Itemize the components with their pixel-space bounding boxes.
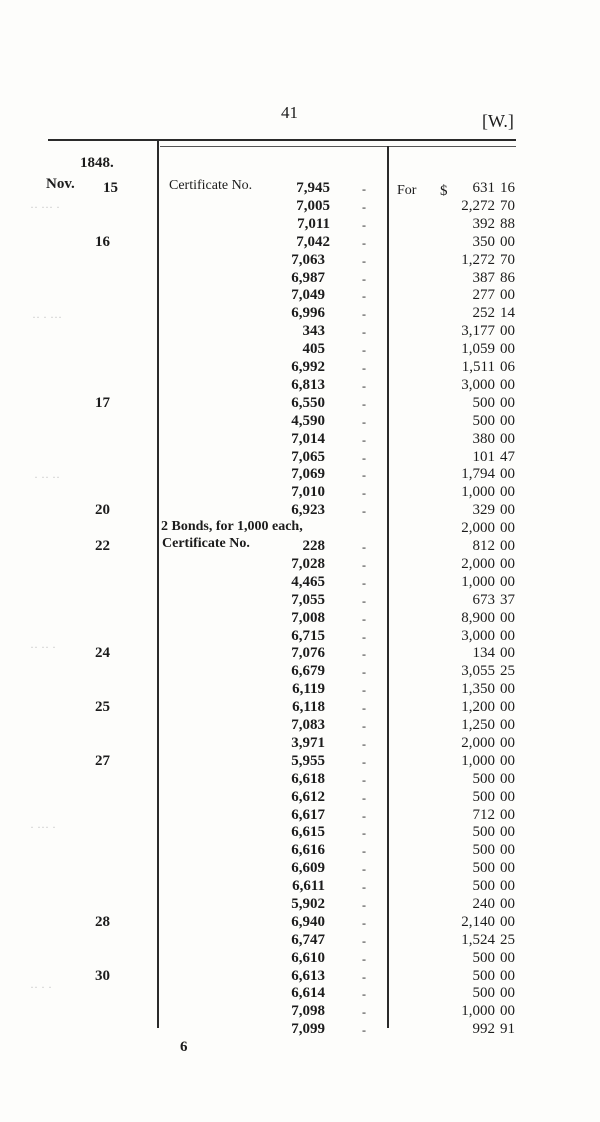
amount-cents: 00 [500, 950, 515, 966]
certificate-number: 6,610 [291, 950, 325, 966]
certificate-number: 7,098 [291, 1003, 325, 1019]
entry-day: 24 [95, 645, 110, 661]
row-dash: - [362, 540, 366, 554]
amount-dollars: 1,000 [461, 753, 495, 769]
certificate-number: 6,992 [291, 359, 325, 375]
amount-dollars: 2,000 [461, 735, 495, 751]
row-dash: - [362, 647, 366, 661]
amount-cents: 70 [500, 252, 515, 268]
amount-cents: 00 [500, 985, 515, 1001]
amount-dollars: 277 [472, 287, 495, 303]
amount-dollars: 101 [472, 449, 495, 465]
amount-dollars: 500 [472, 842, 495, 858]
certificate-number: 7,069 [291, 466, 325, 482]
amount-dollars: 1,200 [461, 699, 495, 715]
certificate-number: 6,940 [291, 914, 325, 930]
entry-day: 27 [95, 753, 110, 769]
row-dash: - [362, 504, 366, 518]
row-dash: - [362, 397, 366, 411]
amount-dollars: 500 [472, 395, 495, 411]
certificate-number: 7,011 [297, 216, 330, 232]
row-dash: - [362, 791, 366, 805]
amount-dollars: 387 [472, 270, 495, 286]
amount-dollars: 1,000 [461, 1003, 495, 1019]
amount-cents: 00 [500, 556, 515, 572]
amount-dollars: 500 [472, 789, 495, 805]
certificate-number: 6,613 [291, 968, 325, 984]
amount-dollars: 2,272 [461, 198, 495, 214]
left-column-rule [157, 140, 159, 1028]
amount-cents: 00 [500, 287, 515, 303]
amount-dollars: 1,000 [461, 484, 495, 500]
row-dash: - [362, 486, 366, 500]
row-dash: - [362, 826, 366, 840]
amount-cents: 00 [500, 538, 515, 554]
row-dash: - [362, 254, 366, 268]
amount-dollars: 500 [472, 771, 495, 787]
header-rule [48, 139, 516, 141]
certificate-number: 6,118 [292, 699, 325, 715]
bonds-label-line-1: 2 Bonds, for 1,000 each, [161, 519, 303, 534]
certificate-number: 6,119 [292, 681, 325, 697]
amount-cents: 00 [500, 574, 515, 590]
row-dash: - [362, 343, 366, 357]
certificate-number: 7,005 [296, 198, 330, 214]
month-label: Nov. [46, 176, 75, 192]
amount-dollars: 1,794 [461, 466, 495, 482]
certificate-number: 6,609 [291, 860, 325, 876]
amount-cents: 00 [500, 699, 515, 715]
entry-day: 25 [95, 699, 110, 715]
amount-cents: 00 [500, 807, 515, 823]
row-dash: - [362, 952, 366, 966]
row-dash: - [362, 415, 366, 429]
certificate-number: 7,945 [296, 180, 330, 196]
entry-day: 16 [95, 234, 110, 250]
certificate-number: 6,614 [291, 985, 325, 1001]
row-dash: - [362, 719, 366, 733]
certificate-number: 7,028 [291, 556, 325, 572]
certificate-number: 4,465 [291, 574, 325, 590]
amount-cents: 00 [500, 466, 515, 482]
certificate-label: Certificate No. [169, 178, 253, 193]
amount-cents: 00 [500, 502, 515, 518]
entry-day: 30 [95, 968, 110, 984]
amount-cents: 00 [500, 896, 515, 912]
amount-cents: 00 [500, 628, 515, 644]
amount-cents: 00 [500, 323, 515, 339]
certificate-number: 5,955 [291, 753, 325, 769]
amount-dollars: 992 [472, 1021, 495, 1037]
amount-cents: 37 [500, 592, 515, 608]
row-dash: - [362, 451, 366, 465]
amount-dollars: 3,055 [461, 663, 495, 679]
certificate-number: 6,747 [291, 932, 325, 948]
row-dash: - [362, 576, 366, 590]
amount-dollars: 3,000 [461, 628, 495, 644]
bonds-label-line-2: Certificate No. [162, 536, 250, 551]
amount-dollars: 3,000 [461, 377, 495, 393]
amount-cents: 91 [500, 1021, 515, 1037]
certificate-number: 7,008 [291, 610, 325, 626]
amount-dollars: 500 [472, 878, 495, 894]
amount-dollars: 500 [472, 413, 495, 429]
amount-cents: 00 [500, 771, 515, 787]
certificate-number: 6,813 [291, 377, 325, 393]
row-dash: - [362, 898, 366, 912]
bleed-through-mark: ·· ·· · [30, 640, 56, 654]
certificate-number: 4,590 [291, 413, 325, 429]
amount-cents: 47 [500, 449, 515, 465]
amount-cents: 00 [500, 484, 515, 500]
row-dash: - [362, 468, 366, 482]
amount-dollars: 500 [472, 968, 495, 984]
amount-cents: 00 [500, 842, 515, 858]
certificate-number: 7,055 [291, 592, 325, 608]
bleed-through-mark: · ·· ·· [34, 470, 60, 484]
amount-cents: 14 [500, 305, 515, 321]
row-dash: - [362, 683, 366, 697]
amount-dollars: 500 [472, 860, 495, 876]
certificate-number: 3,971 [291, 735, 325, 751]
certificate-number: 6,617 [291, 807, 325, 823]
row-dash: - [362, 182, 366, 196]
row-dash: - [362, 809, 366, 823]
row-dash: - [362, 325, 366, 339]
row-dash: - [362, 433, 366, 447]
amount-cents: 00 [500, 377, 515, 393]
amount-dollars: 252 [472, 305, 495, 321]
entry-day: 28 [95, 914, 110, 930]
entry-day: 22 [95, 538, 110, 554]
row-dash: - [362, 307, 366, 321]
certificate-number: 6,715 [291, 628, 325, 644]
amount-cents: 00 [500, 681, 515, 697]
certificate-number: 7,076 [291, 645, 325, 661]
certificate-number: 7,014 [291, 431, 325, 447]
certificate-number: 6,923 [291, 502, 325, 518]
amount-cents: 00 [500, 413, 515, 429]
certificate-number: 228 [302, 538, 325, 554]
certificate-number: 7,049 [291, 287, 325, 303]
row-dash: - [362, 987, 366, 1001]
row-dash: - [362, 755, 366, 769]
amount-cents: 25 [500, 663, 515, 679]
row-dash: - [362, 361, 366, 375]
amount-dollars: 500 [472, 824, 495, 840]
amount-dollars: 1,511 [461, 359, 495, 375]
amount-dollars: 500 [472, 985, 495, 1001]
amount-dollars: 1,250 [461, 717, 495, 733]
certificate-number: 6,987 [291, 270, 325, 286]
row-dash: - [362, 665, 366, 679]
amount-cents: 88 [500, 216, 515, 232]
certificate-number: 6,612 [291, 789, 325, 805]
row-dash: - [362, 773, 366, 787]
year-label: 1848. [80, 155, 114, 171]
amount-cents: 00 [500, 234, 515, 250]
row-dash: - [362, 862, 366, 876]
row-dash: - [362, 236, 366, 250]
entry-day: 15 [103, 180, 118, 196]
certificate-number: 7,099 [291, 1021, 325, 1037]
certificate-number: 6,618 [291, 771, 325, 787]
bleed-through-mark: ·· · ··· [32, 310, 62, 324]
amount-cents: 70 [500, 198, 515, 214]
document-mark: [W.] [482, 111, 514, 131]
row-dash: - [362, 737, 366, 751]
for-label: For [397, 183, 417, 198]
amount-cents: 00 [500, 520, 515, 536]
row-dash: - [362, 612, 366, 626]
certificate-number: 6,615 [291, 824, 325, 840]
amount-cents: 00 [500, 860, 515, 876]
amount-cents: 06 [500, 359, 515, 375]
amount-dollars: 1,524 [461, 932, 495, 948]
amount-dollars: 1,059 [461, 341, 495, 357]
amount-dollars: 240 [472, 896, 495, 912]
right-column-rule [387, 146, 389, 1028]
amount-cents: 86 [500, 270, 515, 286]
amount-cents: 00 [500, 824, 515, 840]
amount-cents: 00 [500, 1003, 515, 1019]
row-dash: - [362, 272, 366, 286]
entry-day: 17 [95, 395, 110, 411]
row-dash: - [362, 934, 366, 948]
amount-cents: 00 [500, 431, 515, 447]
row-dash: - [362, 880, 366, 894]
row-dash: - [362, 844, 366, 858]
signature-mark: 6 [180, 1039, 188, 1055]
amount-dollars: 673 [472, 592, 495, 608]
amount-cents: 00 [500, 878, 515, 894]
amount-cents: 00 [500, 735, 515, 751]
amount-cents: 16 [500, 180, 515, 196]
certificate-number: 405 [302, 341, 325, 357]
amount-dollars: 329 [472, 502, 495, 518]
amount-cents: 00 [500, 753, 515, 769]
certificate-number: 6,616 [291, 842, 325, 858]
amount-dollars: 500 [472, 950, 495, 966]
amount-cents: 00 [500, 717, 515, 733]
certificate-number: 6,996 [291, 305, 325, 321]
certificate-number: 7,065 [291, 449, 325, 465]
row-dash: - [362, 218, 366, 232]
bleed-through-mark: ·· · · [30, 980, 52, 994]
row-dash: - [362, 630, 366, 644]
amount-dollars: 8,900 [461, 610, 495, 626]
amount-cents: 00 [500, 610, 515, 626]
amount-dollars: 350 [472, 234, 495, 250]
amount-dollars: 134 [472, 645, 495, 661]
amount-dollars: 1,000 [461, 574, 495, 590]
amount-dollars: 380 [472, 431, 495, 447]
amount-cents: 00 [500, 789, 515, 805]
row-dash: - [362, 558, 366, 572]
row-dash: - [362, 594, 366, 608]
amount-dollars: 812 [472, 538, 495, 554]
row-dash: - [362, 379, 366, 393]
certificate-number: 6,611 [292, 878, 325, 894]
certificate-number: 7,010 [291, 484, 325, 500]
amount-dollars: 631 [472, 180, 495, 196]
amount-dollars: 1,272 [461, 252, 495, 268]
certificate-number: 7,063 [291, 252, 325, 268]
certificate-number: 6,679 [291, 663, 325, 679]
amount-cents: 00 [500, 645, 515, 661]
row-dash: - [362, 289, 366, 303]
amount-dollars: 3,177 [461, 323, 495, 339]
header-rule-thin [160, 146, 516, 147]
amount-dollars: 2,000 [461, 556, 495, 572]
amount-cents: 00 [500, 341, 515, 357]
page-number: 41 [281, 103, 298, 122]
entry-day: 20 [95, 502, 110, 518]
amount-cents: 00 [500, 968, 515, 984]
certificate-number: 6,550 [291, 395, 325, 411]
amount-dollars: 2,140 [461, 914, 495, 930]
certificate-number: 7,042 [296, 234, 330, 250]
bleed-through-mark: ·· ··· · [30, 200, 60, 214]
amount-dollars: 1,350 [461, 681, 495, 697]
amount-dollars: 392 [472, 216, 495, 232]
bleed-through-mark: · ··· · [30, 820, 56, 834]
amount-dollars: 712 [472, 807, 495, 823]
amount-cents: 00 [500, 395, 515, 411]
certificate-number: 7,083 [291, 717, 325, 733]
row-dash: - [362, 970, 366, 984]
amount-cents: 00 [500, 914, 515, 930]
row-dash: - [362, 200, 366, 214]
amount-dollars: 2,000 [461, 520, 495, 536]
row-dash: - [362, 701, 366, 715]
row-dash: - [362, 916, 366, 930]
dollar-sign: $ [440, 183, 448, 199]
row-dash: - [362, 1023, 366, 1037]
amount-cents: 25 [500, 932, 515, 948]
row-dash: - [362, 1005, 366, 1019]
certificate-number: 5,902 [291, 896, 325, 912]
certificate-number: 343 [302, 323, 325, 339]
